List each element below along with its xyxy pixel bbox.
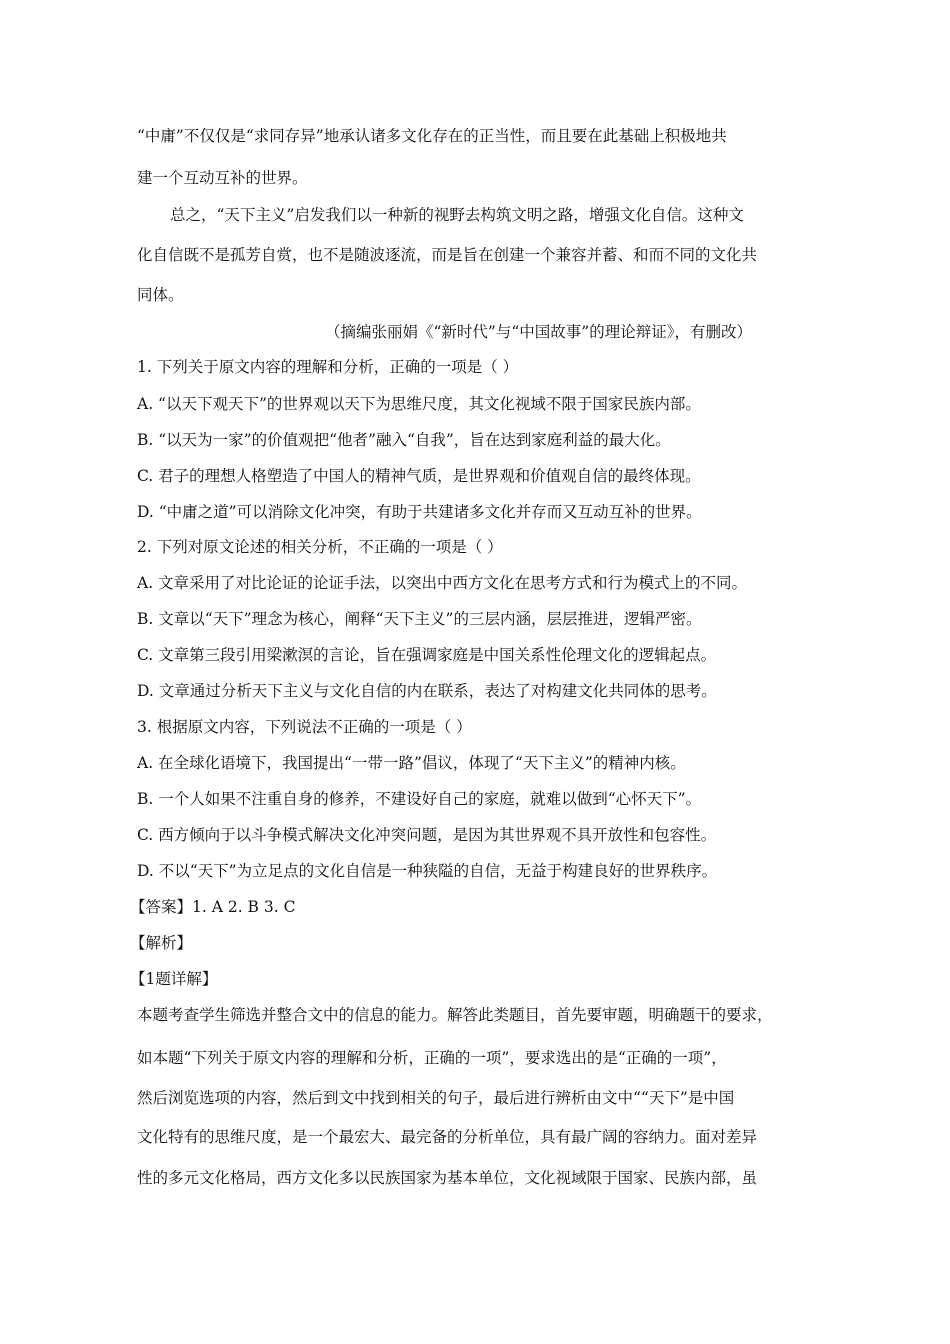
explanation-line: 然后浏览选项的内容，然后到文中找到相关的句子，最后进行辨析由文中““天下”是中国 [137, 1089, 735, 1107]
question-option: B. “以天为一家”的价值观把“他者”融入“自我”，旨在达到家庭利益的最大化。 [137, 431, 671, 449]
passage-line: “中庸”不仅仅是“求同存异”地承认诸多文化存在的正当性，而且要在此基础上积极地共 [137, 127, 727, 145]
passage-line: 建一个互动互补的世界。 [137, 169, 308, 187]
passage-line: 总之，“天下主义”启发我们以一种新的视野去构筑文明之路，增强文化自信。这种文 [170, 206, 744, 224]
question-option: D. “中庸之道”可以消除文化冲突，有助于共建诸多文化并存而又互动互补的世界。 [137, 503, 702, 521]
question-stem: 3. 根据原文内容，下列说法不正确的一项是（ ） [137, 718, 472, 736]
passage-line: 同体。 [137, 286, 184, 304]
question-option: D. 文章通过分析天下主义与文化自信的内在联系，表达了对构建文化共同体的思考。 [137, 682, 717, 700]
explanation-line: 文化特有的思维尺度，是一个最宏大、最完备的分析单位，具有最广阔的容纳力。面对差异 [137, 1128, 758, 1146]
question-option: C. 西方倾向于以斗争模式解决文化冲突问题，是因为其世界观不具开放性和包容性。 [137, 826, 717, 844]
question-option: A. 在全球化语境下，我国提出“一带一路”倡议，体现了“天下主义”的精神内核。 [137, 754, 686, 772]
question-option: A. “以天下观天下”的世界观以天下为思维尺度，其文化视域不限于国家民族内部。 [137, 395, 701, 413]
question-option: A. 文章采用了对比论证的论证手法，以突出中西方文化在思考方式和行为模式上的不同。 [137, 574, 748, 592]
question-stem: 2. 下列对原文论述的相关分析，不正确的一项是（ ） [137, 538, 503, 556]
explanation-line: 如本题“下列关于原文内容的理解和分析，正确的一项”，要求选出的是“正确的一项”， [137, 1049, 727, 1067]
explanation-line: 性的多元文化格局，西方文化多以民族国家为基本单位，文化视域限于国家、民族内部，虽 [137, 1169, 758, 1187]
question-stem: 1. 下列关于原文内容的理解和分析，正确的一项是（ ） [137, 358, 519, 376]
explanation-line: 本题考查学生筛选并整合文中的信息的能力。解答此类题目，首先要审题，明确题干的要求， [137, 1006, 773, 1024]
question-option: B. 文章以“天下”理念为核心，阐释“天下主义”的三层内涵，层层推进，逻辑严密。 [137, 610, 702, 628]
passage-line: 化自信既不是孤芳自赏，也不是随波逐流，而是旨在创建一个兼容并蓄、和而不同的文化共 [137, 246, 758, 264]
analysis-heading: 【解析】 [130, 934, 193, 952]
question-option: C. 君子的理想人格塑造了中国人的精神气质，是世界观和价值观自信的最终体现。 [137, 467, 701, 485]
answer-line: 【答案】1. A 2. B 3. C [130, 898, 296, 916]
question-option: D. 不以“天下”为立足点的文化自信是一种狭隘的自信，无益于构建良好的世界秩序。 [137, 862, 718, 880]
passage-source: （摘编张丽娟《“新时代”与“中国故事”的理论辩证》，有删改） [325, 323, 752, 341]
question-option: C. 文章第三段引用梁漱溟的言论，旨在强调家庭是中国关系性伦理文化的逻辑起点。 [137, 646, 717, 664]
question-option: B. 一个人如果不注重自身的修养，不建设好自己的家庭，就难以做到“心怀天下”。 [137, 790, 702, 808]
detail-heading: 【1题详解】 [130, 970, 218, 988]
